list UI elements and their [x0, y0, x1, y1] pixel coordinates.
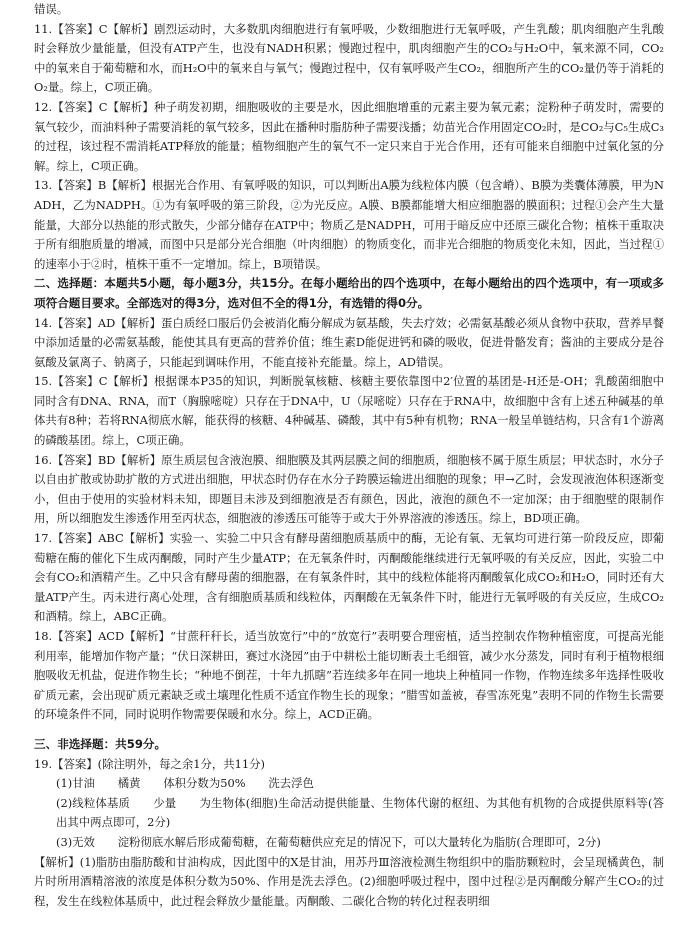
answer-19-part3: (3)无效 淀粉彻底水解后形成葡萄糖，在葡萄糖供应充足的情况下，可以大量转化为脂肪(合理即可，2分): [56, 834, 601, 849]
answer-15: 15.【答案】C【解析】根据课本P35的知识，判断脱氧核糖、核糖主要依靠图中2′位置的基团是-H还是-OH；乳酸菌细胞中同时含有DNA、RNA，而T（胸腺嘧啶）只存在于DNA中，U（尿嘧啶）只存在于RNA中，故细胞中含有上述五种碱基的单体共有8种；若将RNA彻底水解，能获得的核糖、4种碱基、磷酸，其中有5种有机物；RNA一般呈单链结构，只含有1个游离的磷酸基团。综上，C项正确。: [34, 374, 664, 448]
answer-17: 17.【答案】ABC【解析】实验一、实验二中只含有酵母菌细胞质基质中的酶，无论有氧、无氧均可进行第一阶段反应，即葡萄糖在酶的催化下生成丙酮酸，同时产生少量ATP；在无氧条件时，丙酮酸能继续进行无氧呼吸的有关反应，因此，实验二中会有CO₂和酒精产生。乙中只含有酵母菌的细胞器，在有氧条件时，其中的线粒体能将丙酮酸氧化成CO₂和H₂O，同时还有大量ATP产生。丙未进行离心处理，含有细胞质基质和线粒体，丙酮酸在无氧条件下时，能进行无氧呼吸的有关反应，生成CO₂和酒精。综上，ABC正确。: [34, 531, 664, 624]
answer-18: 18.【答案】ACD【解析】“甘蔗秆秆长，适当放宽行”中的“放宽行”表明要合理密植，适当控制农作物种植密度，可提高光能利用率，能增加作物产量；“伏日深耕田，赛过水浇园”由于中耕松土能切断表土毛细管，减少水分蒸发，同时有利于植物根细胞吸收无机盐，促进作物生长；“种地不倒茬，十年九抓瞎”若连续多年在同一地块上种植同一作物，作物连续多年选择性吸收矿质元素，会出现矿质元素缺乏或土壤理化性质不适宜作物生长的现象；“腊雪如盖被，春雪冻死鬼”表明不同的作物生长需要的环境条件不同，同时说明作物需要保暖和水分。综上，ACD正确。: [34, 629, 664, 722]
text-line-top: 错误。: [34, 2, 69, 16]
answer-13: 13.【答案】B【解析】根据光合作用、有氧呼吸的知识，可以判断出A膜为线粒体内膜（包含嵴）、B膜为类囊体薄膜，甲为NADH，乙为NADPH。①为有氧呼吸的第三阶段，②为光反应。A膜、B膜都能增大相应细胞器的膜面积；过程①会产生大量能量，大部分以热能的形式散失，少部分储存在ATP中；物质乙是NADPH，可用于暗反应中还原三碳化合物；植株干重取决于所有细胞质量的增减，而图中只是部分光合细胞（叶肉细胞）的物质变化，而非光合细胞的物质变化未知，因此，当过程①的速率小于②时，植株干重不一定增加。综上，B项错误。: [34, 178, 664, 271]
answer-19-analysis: 【解析】(1)脂肪由脂肪酸和甘油构成，因此图中的X是甘油，用苏丹Ⅲ溶液检测生物组织中的脂肪颗粒时，会呈现橘黄色，制片时所用酒精溶液的浓度是体积分数为50%、作用是洗去浮色。(2)细胞呼吸过程中，图中过程②是丙酮酸分解产生CO₂的过程，发生在线粒体基质中，此过程会释放少量能量。丙酮酸、二碳化合物的转化过程表明细: [34, 854, 664, 908]
answer-19-header: 19.【答案】(除注明外，每之余1分，共11分): [34, 756, 265, 771]
section-3-heading: 三、非选择题：共59分。: [34, 736, 167, 751]
answer-12: 12.【答案】C【解析】种子萌发初期，细胞吸收的主要是水，因此细胞增重的元素主要为氧元素；淀粉种子萌发时，需要的氧气较少，而油料种子需要消耗的氧气较多，因此在播种时脂肪种子需要浅播；幼苗光合作用固定CO₂时，是CO₂与C₅生成C₃的过程，该过程不需消耗ATP释放的能量；植物细胞产生的氧气不一定只来自于光合作用，还有可能来自细胞中过氧化氢的分解。综上，C项正确。: [34, 99, 664, 173]
answer-19-part2: (2)线粒体基质 少量 为生物体(细胞)生命活动提供能量、生物体代谢的枢纽、为其他有机物的合成提供原料等(答出其中两点即可，2分): [56, 795, 664, 830]
answer-19-part1: (1)甘油 橘黄 体积分数为50% 洗去浮色: [56, 776, 314, 791]
section-2-heading: 二、选择题：本题共5小题，每小题3分，共15分。在每小题给出的四个选项中，在每小题给出的四个选项中，有一项或多项符合题目要求。全部选对的得3分，选对但不全的得1分，有选错的得0分。: [34, 276, 664, 310]
answer-11: 11.【答案】C【解析】剧烈运动时，大多数肌肉细胞进行有氧呼吸，少数细胞进行无氧呼吸，产生乳酸；肌肉细胞产生乳酸时会释放少量能量，但没有ATP产生，也没有NADH积累；慢跑过程中，肌肉细胞产生的CO₂与H₂O中，氧来源不同，CO₂中的氧来自于葡萄糖和水，而H₂O中的氧来自与氧气；慢跑过程中，仅有氧呼吸产生CO₂，细胞所产生的CO₂量仍等于消耗的O₂量。综上，C项正确。: [34, 21, 664, 95]
answer-14: 14.【答案】AD【解析】蛋白质经口服后仍会被消化酶分解成为氨基酸，失去疗效；必需氨基酸必须从食物中获取，营养早餐中添加适量的必需氨基酸，能使其具有更高的营养价值；维生素D能促进钙和磷的吸收，促进骨骼发育；酱油的主要成分是谷氨酸及氯离子、钠离子，只能起到调味作用，不能直接补充能量。综上，AD错误。: [34, 315, 664, 369]
spacer: [34, 725, 664, 735]
answer-16: 16.【答案】BD【解析】原生质层包含液泡膜、细胞膜及其两层膜之间的细胞质，细胞核不属于原生质层；甲状态时，水分子以自由扩散或协助扩散的方式进出细胞，甲状态时仍存在水分子跨膜运输进出细胞的现象；甲→乙时，会发现液泡体积逐渐变小，但由于使用的实验材料未知，即题目未涉及到细胞液是否有颜色，因此，液泡的颜色不一定加深；由于细胞壁的限制作用，所以细胞发生渗透作用至丙状态，细胞液的渗透压可能等于或大于外界溶液的渗透压。综上，BD项正确。: [34, 452, 664, 526]
